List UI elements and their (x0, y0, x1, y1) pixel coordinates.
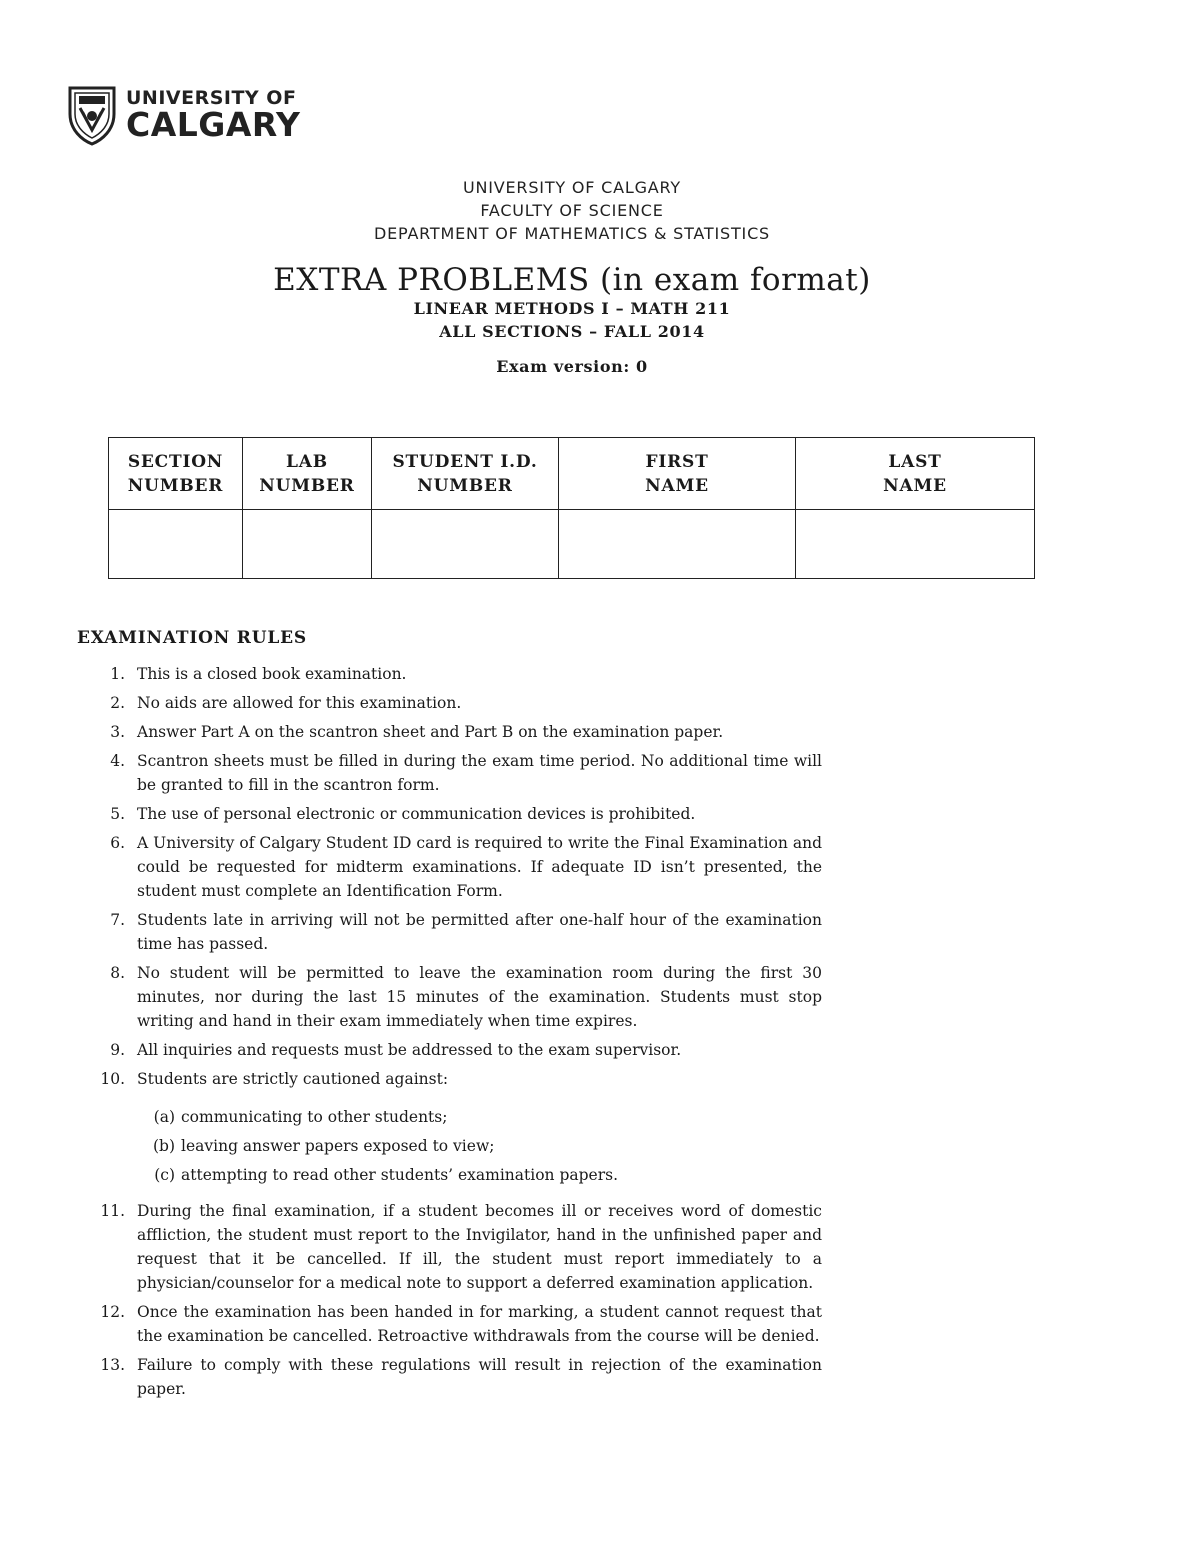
header-line-1: LAB (286, 451, 328, 472)
header-line-2: NUMBER (259, 475, 355, 496)
course-name: LINEAR METHODS I – MATH 211 (413, 299, 731, 318)
list-item (77, 749, 822, 797)
sub-text: leaving answer papers exposed to view; (181, 1137, 495, 1155)
header-line-1: FIRST (645, 451, 709, 472)
rule-text: A University of Calgary Student ID card is required to write the Final Examination and could be requested for midterm examinations. If adequate ID isn’t presented, the student must complete an Identification Form. (137, 834, 822, 900)
rule-text: The use of personal electronic or communication devices is prohibited. (137, 805, 696, 823)
sublist-item (133, 1105, 822, 1129)
header-line-1: SECTION (127, 451, 224, 472)
sub-text: attempting to read other students’ examination papers. (181, 1166, 619, 1184)
list-item (77, 831, 822, 903)
list-item (77, 802, 822, 826)
rule-number: 11. (100, 1202, 125, 1220)
exam-version: Exam version: 0 (496, 357, 648, 376)
rule-number: 9. (110, 1041, 125, 1059)
university-name: UNIVERSITY OF CALGARY (462, 178, 681, 197)
rule-number: 1. (110, 665, 125, 683)
list-item (77, 720, 822, 744)
rule-text: Scantron sheets must be filled in during the exam time period. No additional time will be granted to fill in the scantron form. (137, 752, 822, 794)
list-item (77, 662, 822, 686)
table-entry-row (109, 510, 1035, 579)
list-item (77, 961, 822, 1033)
sub-text: communicating to other students; (181, 1108, 448, 1126)
list-item (77, 1038, 822, 1062)
rule-text: Once the examination has been handed in for marking, a student cannot request that the examination be cancelled. Retroactive withdrawals from the course will be denied. (137, 1303, 822, 1345)
rule-number: 12. (100, 1303, 125, 1321)
rule-number: 3. (110, 723, 125, 741)
rule-number: 13. (100, 1356, 125, 1374)
rule-number: 6. (110, 834, 125, 852)
rule-text: No student will be permitted to leave the examination room during the first 30 minutes, nor during the last 15 minutes of the examination. Students must stop writing and hand in their exam immediately when time expires. (137, 964, 822, 1030)
sublist-item (133, 1134, 822, 1158)
list-item (77, 1300, 822, 1348)
sub-label: (c) (154, 1166, 175, 1184)
logo-line-1: UNIVERSITY OF (126, 87, 297, 109)
rule-text: No aids are allowed for this examination. (137, 694, 462, 712)
list-item (77, 1353, 822, 1401)
student-id-header (372, 438, 559, 510)
header-line-2: NAME (883, 475, 947, 496)
rule-number: 8. (110, 964, 125, 982)
lab-number-field[interactable] (243, 510, 372, 579)
rule-text: Students are strictly cautioned against: (137, 1070, 449, 1088)
table-header-row (109, 438, 1035, 510)
page-title: EXTRA PROBLEMS (in exam format) (273, 262, 871, 298)
rule-number: 4. (110, 752, 125, 770)
rule-text: Failure to comply with these regulations will result in rejection of the examination paper. (137, 1356, 822, 1398)
header-line-2: NUMBER (127, 475, 224, 496)
department-name: DEPARTMENT OF MATHEMATICS & STATISTICS (373, 224, 770, 243)
section-number-field[interactable] (109, 510, 243, 579)
lab-number-header (243, 438, 372, 510)
header-line-1: LAST (888, 451, 942, 472)
university-logo (66, 84, 300, 146)
sub-label: (a) (153, 1108, 175, 1126)
last-name-header (796, 438, 1035, 510)
rule-number: 5. (110, 805, 125, 823)
first-name-field[interactable] (559, 510, 796, 579)
list-item (77, 1067, 822, 1091)
rule-number: 10. (100, 1070, 125, 1088)
rule-text: Students late in arriving will not be permitted after one-half hour of the examination time has passed. (137, 911, 822, 953)
rule-10-sublist (77, 1105, 822, 1187)
header-line-1: STUDENT I.D. (392, 451, 538, 472)
sections-term: ALL SECTIONS – FALL 2014 (439, 322, 705, 341)
logo-line-2: CALGARY (126, 105, 301, 144)
rule-text: Answer Part A on the scantron sheet and Part B on the examination paper. (137, 723, 724, 741)
last-name-field[interactable] (796, 510, 1035, 579)
rules-heading: EXAMINATION RULES (77, 628, 307, 648)
rule-text: During the final examination, if a student becomes ill or receives word of domestic affliction, the student must report to the Invigilator, hand in the unfinished paper and request that it be cancelled. If ill, the student must report immediately to a physician/counselor for a medical note to support a deferred examination application. (137, 1202, 822, 1292)
list-item (77, 691, 822, 715)
rules-list (77, 662, 822, 1406)
sublist-item (133, 1163, 822, 1187)
rule-text: All inquiries and requests must be addressed to the exam supervisor. (137, 1041, 682, 1059)
student-info-table (108, 437, 1035, 579)
student-id-field[interactable] (372, 510, 559, 579)
sub-label: (b) (152, 1137, 175, 1155)
first-name-header (559, 438, 796, 510)
rule-number: 7. (110, 911, 125, 929)
list-item (77, 1199, 822, 1295)
faculty-name: FACULTY OF SCIENCE (480, 201, 664, 220)
rule-number: 2. (110, 694, 125, 712)
header-line-2: NUMBER (417, 475, 513, 496)
crest-icon (66, 84, 118, 146)
header-line-2: NAME (645, 475, 709, 496)
list-item (77, 908, 822, 956)
rule-text: This is a closed book examination. (137, 665, 407, 683)
section-number-header (109, 438, 243, 510)
